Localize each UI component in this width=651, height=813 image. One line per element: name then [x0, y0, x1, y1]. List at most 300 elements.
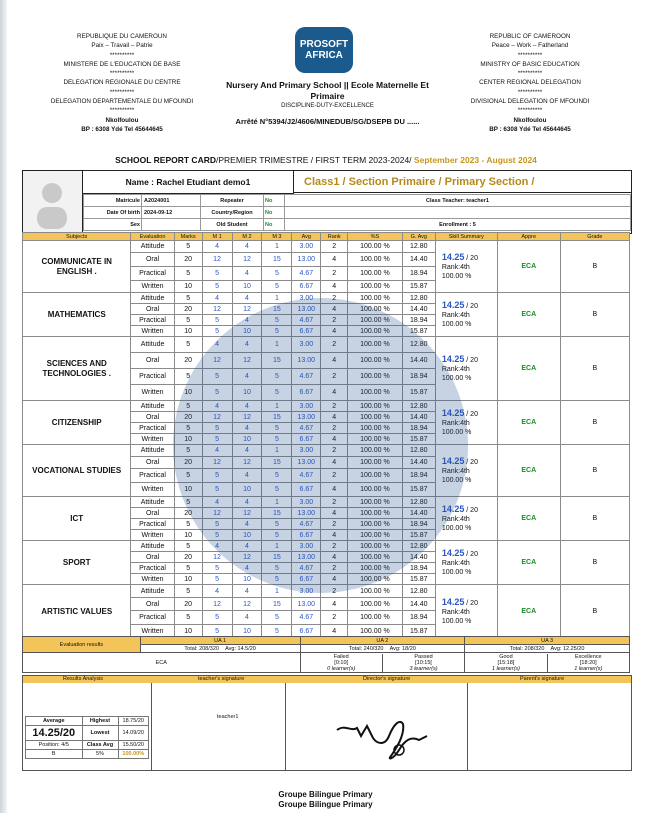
cell-gavg: 12.80 — [402, 293, 435, 304]
cell-eval: Written — [131, 434, 174, 445]
grades-column-header: Grade — [560, 233, 629, 241]
cell-m3: 5 — [262, 563, 292, 574]
cell-m1: 4 — [202, 337, 232, 353]
cell-eval: Oral — [131, 598, 174, 611]
skill-summary — [435, 585, 497, 639]
cell-pct: 100.00 % — [348, 434, 403, 445]
cell-avg: 13.00 — [292, 508, 321, 519]
position: Position: 4/5 — [26, 741, 83, 750]
cell-gavg: 14.40 — [402, 353, 435, 369]
ua3-total: Total: 208/320 — [509, 645, 545, 652]
skill-out: / 20 — [466, 410, 478, 418]
grades-header-row — [23, 233, 630, 241]
cell-m3: 1 — [262, 497, 292, 508]
cell-avg: 3.00 — [292, 241, 321, 253]
skill-pct: 100.00 % — [441, 272, 472, 280]
header-line: ********** — [109, 88, 135, 96]
cell-m3: 5 — [262, 625, 292, 639]
cell-eval: Written — [131, 385, 174, 401]
skill-rank: Rank:4th — [441, 608, 470, 616]
cell-m1: 5 — [202, 434, 232, 445]
cell-eval: Oral — [131, 353, 174, 369]
cell-rank: 2 — [321, 445, 348, 457]
cell-pct: 100.00 % — [348, 412, 403, 423]
cell-pct: 100.00 % — [348, 369, 403, 385]
divider — [285, 683, 286, 770]
cell-marks: 10 — [174, 483, 202, 497]
header-line: Nkolfoulou — [513, 116, 547, 124]
cell-eval: Practical — [131, 315, 174, 326]
cell-m3: 5 — [262, 483, 292, 497]
cell-m3: 1 — [262, 445, 292, 457]
cell-pct: 100.00 % — [348, 508, 403, 519]
skill-rank: Rank:4th — [441, 467, 470, 475]
level-failed — [301, 654, 383, 672]
cell-m1: 5 — [202, 469, 232, 483]
grade: B — [560, 585, 629, 639]
appreciation: ECA — [497, 585, 560, 639]
subject-name: MATHEMATICS — [23, 293, 131, 337]
cell-m1: 12 — [202, 353, 232, 369]
cell-pct: 100.00 % — [348, 585, 403, 598]
grades-column-header: G. Avg — [402, 233, 435, 241]
teacher-name: teacher1 — [217, 714, 239, 720]
cell-gavg: 15.87 — [402, 326, 435, 337]
cell-rank: 4 — [321, 552, 348, 563]
cell-avg: 6.67 — [292, 434, 321, 445]
cell-marks: 20 — [174, 353, 202, 369]
cell-pct: 100.00 % — [348, 304, 403, 315]
cell-pct: 100.00 % — [348, 519, 403, 530]
cell-m2: 12 — [232, 353, 262, 369]
cell-m2: 4 — [232, 541, 262, 552]
cell-rank: 2 — [321, 423, 348, 434]
cell-m3: 15 — [262, 353, 292, 369]
ua3-avg: Avg: 12.25/20 — [550, 645, 585, 652]
cell-marks: 20 — [174, 552, 202, 563]
cell-marks: 20 — [174, 412, 202, 423]
grade: B — [560, 293, 629, 337]
skill-out: / 20 — [466, 550, 478, 558]
cell-gavg: 12.80 — [402, 585, 435, 598]
cell-rank: 4 — [321, 385, 348, 401]
cell-pct: 100.00 % — [348, 241, 403, 253]
cell-avg: 3.00 — [292, 585, 321, 598]
subject-name: SCIENCES AND TECHNOLOGIES . — [23, 337, 131, 401]
arrete: Arrêté N°5394/J2/4606/MINEDUB/SG/DSEPB DU ...... — [235, 117, 420, 126]
cell-m3: 5 — [262, 519, 292, 530]
cell-marks: 10 — [174, 434, 202, 445]
cell-m2: 12 — [232, 253, 262, 267]
level-good — [465, 654, 547, 672]
cell-m3: 5 — [262, 434, 292, 445]
cell-rank: 2 — [321, 315, 348, 326]
skill-out: / 20 — [466, 356, 478, 364]
cell-gavg: 18.94 — [402, 423, 435, 434]
cell-avg: 4.67 — [292, 369, 321, 385]
appreciation: ECA — [497, 541, 560, 585]
cell-m3: 15 — [262, 412, 292, 423]
class-teacher: Class Teacher: teacher1 — [285, 195, 631, 207]
appreciation: ECA — [497, 293, 560, 337]
cell-m2: 10 — [232, 483, 262, 497]
cell-marks: 5 — [174, 423, 202, 434]
cell-m2: 10 — [232, 385, 262, 401]
cell-gavg: 12.80 — [402, 401, 435, 412]
cell-eval: Practical — [131, 469, 174, 483]
cell-m3: 5 — [262, 469, 292, 483]
grades-column-header: Marks — [174, 233, 202, 241]
cell-m1: 5 — [202, 530, 232, 541]
ua2-total: Total: 240/320 — [348, 645, 384, 652]
director-signature — [333, 706, 433, 762]
level-range: [18:20] — [579, 659, 597, 666]
level-excellence — [547, 654, 629, 672]
cell-m1: 5 — [202, 574, 232, 585]
right-header — [440, 32, 620, 134]
cell-gavg: 18.94 — [402, 267, 435, 281]
skill-summary — [435, 541, 497, 585]
header-line: Nkolfoulou — [105, 116, 139, 124]
cell-rank: 4 — [321, 434, 348, 445]
cell-rank: 2 — [321, 585, 348, 598]
cell-avg: 13.00 — [292, 457, 321, 469]
cell-eval: Attitude — [131, 241, 174, 253]
skill-rank: Rank:4th — [441, 263, 470, 271]
analysis-pct5: 5% — [82, 750, 118, 759]
cell-rank: 2 — [321, 293, 348, 304]
prosoft-logo — [295, 27, 353, 73]
cell-rank: 4 — [321, 598, 348, 611]
subject-name: COMMUNICATE IN ENGLISH . — [23, 241, 131, 293]
header-line: ********** — [517, 88, 543, 96]
grade: B — [560, 445, 629, 497]
cell-pct: 100.00 % — [348, 457, 403, 469]
cell-marks: 10 — [174, 281, 202, 293]
cell-marks: 10 — [174, 530, 202, 541]
cell-m1: 4 — [202, 497, 232, 508]
skill-out: / 20 — [466, 254, 478, 262]
header-line: ********** — [517, 70, 543, 78]
cell-avg: 3.00 — [292, 337, 321, 353]
skill-out: / 20 — [466, 458, 478, 466]
cell-pct: 100.00 % — [348, 267, 403, 281]
cell-avg: 6.67 — [292, 281, 321, 293]
cell-gavg: 18.94 — [402, 315, 435, 326]
cell-rank: 4 — [321, 457, 348, 469]
cell-rank: 4 — [321, 625, 348, 639]
header-line: Paix – Travail – Patrie — [91, 42, 153, 50]
cell-m1: 5 — [202, 611, 232, 625]
footer-line: Groupe Bilingue Primary — [278, 790, 373, 799]
lowest-label: Lowest — [82, 726, 118, 741]
cell-m3: 5 — [262, 315, 292, 326]
skill-pct: 100.00 % — [441, 428, 472, 436]
skill-score: 14.25 — [441, 596, 465, 607]
cell-marks: 20 — [174, 253, 202, 267]
cell-m3: 15 — [262, 598, 292, 611]
evaluation-results — [22, 636, 630, 673]
cell-pct: 100.00 % — [348, 445, 403, 457]
cell-marks: 5 — [174, 519, 202, 530]
header-line: REPUBLIC OF CAMEROON — [489, 33, 571, 40]
level-count: 1 learner(s) — [491, 665, 520, 672]
header-line: BP : 6308 Ydé Tel 45644645 — [81, 125, 163, 133]
skill-pct: 100.00 % — [441, 476, 472, 484]
cell-marks: 5 — [174, 563, 202, 574]
results-analysis — [25, 716, 149, 759]
cell-rank: 4 — [321, 353, 348, 369]
level-range: [10:15[ — [415, 659, 432, 666]
student-photo — [23, 171, 83, 233]
skill-pct: 100.00 % — [441, 568, 472, 576]
cell-rank: 2 — [321, 337, 348, 353]
cell-marks: 5 — [174, 611, 202, 625]
value: No — [264, 195, 285, 207]
cell-avg: 3.00 — [292, 497, 321, 508]
grade: B — [560, 401, 629, 445]
label: Repeater — [201, 195, 264, 207]
school-motto: DISCIPLINE-DUTY-EXCELLENCE — [281, 103, 374, 109]
page-edge — [0, 0, 7, 813]
cell-avg: 13.00 — [292, 598, 321, 611]
ua1-total: Total: 208/320 — [184, 645, 219, 652]
cell-pct: 100.00 % — [348, 293, 403, 304]
appreciation: ECA — [497, 445, 560, 497]
grades-column-header: Subjects — [23, 233, 131, 241]
cell-m1: 4 — [202, 241, 232, 253]
cell-eval: Attitude — [131, 445, 174, 457]
cell-gavg: 15.87 — [402, 625, 435, 639]
cell-m3: 5 — [262, 267, 292, 281]
cell-rank: 2 — [321, 519, 348, 530]
cell-m3: 1 — [262, 401, 292, 412]
cell-marks: 20 — [174, 508, 202, 519]
cell-rank: 2 — [321, 469, 348, 483]
appreciation: ECA — [497, 337, 560, 401]
cell-m2: 4 — [232, 519, 262, 530]
cell-m3: 15 — [262, 253, 292, 267]
cell-m2: 10 — [232, 625, 262, 639]
cell-eval: Oral — [131, 304, 174, 315]
cell-rank: 2 — [321, 563, 348, 574]
prosoft-watermark — [173, 298, 468, 593]
cell-m3: 5 — [262, 369, 292, 385]
ua-eca: ECA — [23, 653, 301, 673]
student-info-box — [22, 170, 632, 234]
cell-eval: Attitude — [131, 585, 174, 598]
cell-m2: 4 — [232, 267, 262, 281]
cell-eval: Written — [131, 625, 174, 639]
cell-eval: Written — [131, 326, 174, 337]
highest-label: Highest — [82, 717, 118, 726]
header-line: REPUBLIQUE DU CAMEROUN — [77, 33, 167, 40]
cell-m3: 15 — [262, 304, 292, 315]
cell-m3: 1 — [262, 541, 292, 552]
cell-avg: 4.67 — [292, 267, 321, 281]
level-count: 0 learner(s) — [327, 665, 356, 672]
cell-pct: 100.00 % — [348, 530, 403, 541]
table-row — [23, 241, 630, 253]
cell-eval: Practical — [131, 267, 174, 281]
skill-out: / 20 — [466, 302, 478, 310]
cell-avg: 3.00 — [292, 401, 321, 412]
cell-gavg: 15.87 — [402, 530, 435, 541]
cell-m1: 4 — [202, 293, 232, 304]
cell-rank: 4 — [321, 326, 348, 337]
cell-gavg: 12.80 — [402, 497, 435, 508]
cell-gavg: 12.80 — [402, 541, 435, 552]
skill-score: 14.25 — [441, 503, 465, 514]
cell-eval: Attitude — [131, 541, 174, 552]
cell-gavg: 14.40 — [402, 552, 435, 563]
cell-rank: 2 — [321, 541, 348, 552]
enrollment: Enrollment : 5 — [285, 219, 631, 231]
cell-m2: 4 — [232, 563, 262, 574]
subject-name: VOCATIONAL STUDIES — [23, 445, 131, 497]
cell-rank: 2 — [321, 401, 348, 412]
empty-cell — [285, 207, 631, 219]
skill-rank: Rank:4th — [441, 559, 470, 567]
ua-levels — [465, 653, 630, 673]
cell-m2: 12 — [232, 457, 262, 469]
skill-rank: Rank:4th — [441, 311, 470, 319]
cell-eval: Practical — [131, 611, 174, 625]
skill-summary — [435, 241, 497, 293]
cell-m3: 15 — [262, 457, 292, 469]
ua-total — [300, 645, 465, 653]
label: Old Student — [201, 219, 264, 231]
cell-m3: 5 — [262, 611, 292, 625]
cell-eval: Written — [131, 530, 174, 541]
cell-gavg: 15.87 — [402, 385, 435, 401]
cell-rank: 2 — [321, 369, 348, 385]
cell-marks: 10 — [174, 326, 202, 337]
cell-m3: 5 — [262, 423, 292, 434]
cell-avg: 6.67 — [292, 385, 321, 401]
skill-score: 14.25 — [441, 455, 465, 466]
cell-rank: 4 — [321, 530, 348, 541]
ua-levels — [300, 653, 465, 673]
cell-m1: 12 — [202, 304, 232, 315]
cell-rank: 4 — [321, 304, 348, 315]
cell-pct: 100.00 % — [348, 401, 403, 412]
cell-avg: 4.67 — [292, 315, 321, 326]
cell-marks: 5 — [174, 267, 202, 281]
cell-m3: 1 — [262, 337, 292, 353]
cell-m1: 12 — [202, 552, 232, 563]
cell-m1: 5 — [202, 423, 232, 434]
ua-header: UA 1 — [140, 637, 300, 645]
cell-pct: 100.00 % — [348, 563, 403, 574]
cell-gavg: 14.40 — [402, 412, 435, 423]
header-line: DELEGATION REGIONALE DU CENTRE — [63, 79, 181, 87]
average-value: 14.25/20 — [26, 726, 83, 741]
cell-marks: 20 — [174, 304, 202, 315]
level-range: [15:18[ — [497, 659, 515, 666]
cell-m1: 5 — [202, 267, 232, 281]
cell-avg: 13.00 — [292, 552, 321, 563]
cell-m2: 4 — [232, 423, 262, 434]
skill-score: 14.25 — [441, 251, 465, 262]
appreciation: ECA — [497, 241, 560, 293]
cell-avg: 6.67 — [292, 625, 321, 639]
highest-value: 18.75/20 — [118, 717, 149, 726]
cell-avg: 4.67 — [292, 563, 321, 574]
cell-rank: 4 — [321, 574, 348, 585]
cell-m2: 10 — [232, 326, 262, 337]
avatar-icon — [23, 171, 82, 233]
cell-m1: 5 — [202, 625, 232, 639]
cell-pct: 100.00 % — [348, 253, 403, 267]
level-count: 3 learner(s) — [409, 665, 438, 672]
class-avg-label: Class Avg — [82, 741, 118, 750]
cell-m1: 12 — [202, 457, 232, 469]
cell-gavg: 15.87 — [402, 483, 435, 497]
cell-m2: 4 — [232, 241, 262, 253]
cell-rank: 4 — [321, 483, 348, 497]
header-line: ********** — [517, 51, 543, 59]
cell-pct: 100.00 % — [348, 625, 403, 639]
value — [142, 219, 201, 231]
skill-score: 14.25 — [441, 407, 465, 418]
cell-marks: 5 — [174, 469, 202, 483]
level-passed — [382, 654, 464, 672]
subject-name: SPORT — [23, 541, 131, 585]
cell-m1: 5 — [202, 385, 232, 401]
skill-out: / 20 — [466, 599, 478, 607]
cell-m2: 4 — [232, 401, 262, 412]
cell-avg: 4.67 — [292, 469, 321, 483]
cell-m1: 12 — [202, 253, 232, 267]
class-avg-value: 15.50/20 — [118, 741, 149, 750]
cell-pct: 100.00 % — [348, 497, 403, 508]
divider — [467, 683, 468, 770]
cell-rank: 2 — [321, 497, 348, 508]
header-line: CENTER REGIONAL DELEGATION — [479, 79, 581, 87]
cell-gavg: 18.94 — [402, 611, 435, 625]
cell-m1: 5 — [202, 369, 232, 385]
grades-column-header: M 1 — [202, 233, 232, 241]
cell-gavg: 12.80 — [402, 445, 435, 457]
cell-marks: 10 — [174, 625, 202, 639]
cell-marks: 5 — [174, 369, 202, 385]
level-name: Good — [499, 653, 513, 660]
cell-pct: 100.00 % — [348, 469, 403, 483]
cell-gavg: 14.40 — [402, 598, 435, 611]
header-line: DIVISIONAL DELEGATION OF MFOUNDI — [470, 98, 590, 106]
cell-m2: 12 — [232, 304, 262, 315]
cell-m3: 5 — [262, 574, 292, 585]
cell-eval: Oral — [131, 508, 174, 519]
cell-m3: 5 — [262, 530, 292, 541]
cell-gavg: 15.87 — [402, 281, 435, 293]
cell-eval: Oral — [131, 552, 174, 563]
cell-m1: 4 — [202, 541, 232, 552]
school-name: Nursery And Primary School || Ecole Maternelle Et Primaire — [226, 80, 429, 101]
cell-eval: Oral — [131, 253, 174, 267]
cell-gavg: 15.87 — [402, 434, 435, 445]
cell-m1: 5 — [202, 315, 232, 326]
ua-total — [465, 645, 630, 653]
teacher-sig-header: teacher's signature — [198, 676, 245, 682]
appreciation: ECA — [497, 497, 560, 541]
title-main: SCHOOL REPORT CARD — [115, 155, 216, 165]
cell-eval: Written — [131, 281, 174, 293]
ua1-avg: Avg: 14.5/20 — [225, 645, 256, 652]
cell-avg: 6.67 — [292, 574, 321, 585]
cell-gavg: 15.87 — [402, 574, 435, 585]
